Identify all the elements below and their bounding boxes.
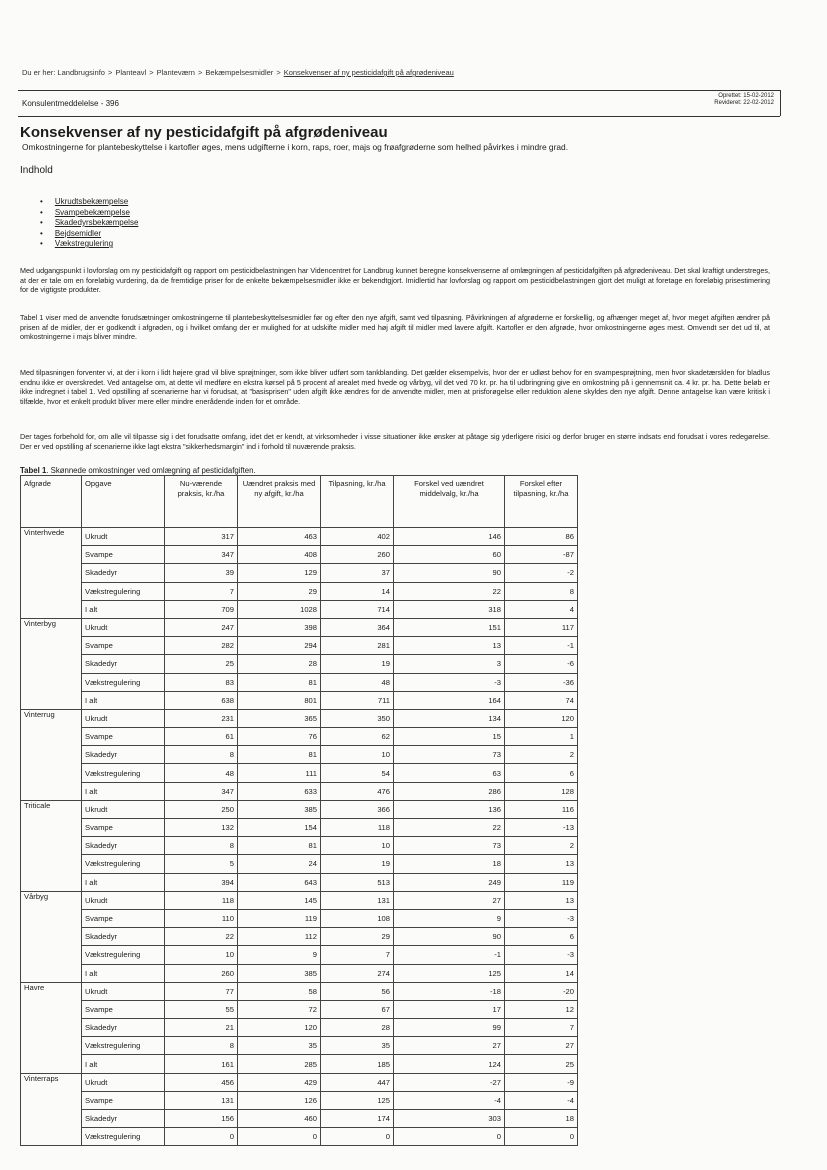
value-cell: -27 [394,1073,505,1091]
toc-link-bejdsemidler[interactable]: Bejdsemidler [54,228,102,238]
crop-cell: Triticale [21,800,82,891]
task-cell: Skadedyr [82,564,165,582]
value-cell: 0 [165,1128,238,1146]
value-cell: 151 [394,618,505,636]
value-cell: 8 [505,582,578,600]
value-cell: 366 [321,800,394,818]
document-dates [640,93,774,107]
task-cell: I alt [82,600,165,618]
table-row [21,1110,578,1128]
table-row [21,782,578,800]
value-cell: -9 [505,1073,578,1091]
task-cell: Svampe [82,1000,165,1018]
task-cell: Vækstregulering [82,946,165,964]
value-cell: 37 [321,564,394,582]
table-row [21,837,578,855]
value-cell: 61 [165,728,238,746]
value-cell: 303 [394,1110,505,1128]
value-cell: 447 [321,1073,394,1091]
task-cell: Svampe [82,637,165,655]
breadcrumb-separator: > [197,68,203,77]
value-cell: -1 [505,637,578,655]
value-cell: 8 [165,1037,238,1055]
value-cell: 76 [238,728,321,746]
value-cell: 63 [394,764,505,782]
task-cell: Svampe [82,819,165,837]
breadcrumb-item[interactable]: Planteværn [156,68,195,77]
revised-date: Revideret: 22-02-2012 [714,100,774,106]
toc-link-skadedyr[interactable]: Skadedyrsbekæmpelse [54,218,139,227]
col-header-forskel-middelvalg: Forskel ved uændret middelvalg, kr./ha [394,476,505,528]
toc-item [40,229,138,240]
body-paragraph: Tabel 1 viser med de anvendte forudsætninger omkostningerne til plantebeskyttelsesmidler før og efter den nye afgift, samt ved tilpasning. Påvirkningen af afgrøderne er forskellig, og afhænger meget af, hvor meget afgiften ændrer på prisen af de midler, der er godkendt i afgrøden, og i hvilket omfang der er mulighed for at udskifte midler med høj afgift til midler med lavere afgift. Kartofler er den afgrøde, hvor omkostningerne øges mest. Omvendt ser det ud til, at omkostningerne i majs bliver mindre. [20,313,770,342]
value-cell: 408 [238,546,321,564]
value-cell: 460 [238,1110,321,1128]
breadcrumb-item[interactable]: Du er her: Landbrugsinfo [22,68,105,77]
value-cell: 285 [238,1055,321,1073]
value-cell: 24 [238,855,321,873]
task-cell: Svampe [82,1091,165,1109]
value-cell: 81 [238,673,321,691]
value-cell: 62 [321,728,394,746]
value-cell: 13 [505,855,578,873]
breadcrumb-item[interactable]: Planteavl [115,68,147,77]
value-cell: 10 [165,946,238,964]
value-cell: 129 [238,564,321,582]
toc-item [40,239,138,250]
value-cell: 7 [165,582,238,600]
value-cell: 463 [238,528,321,546]
table-row [21,600,578,618]
value-cell: 247 [165,618,238,636]
body-paragraph: Med udgangspunkt i lovforslag om ny pesticidafgift og rapport om pesticidbelastningen har Videncentret for Landbrug kunnet beregne konsekvenserne af omlægningen af pesticidafgiften på afgrødeniveau. Det skal kraftigt understreges, at der er tale om en foreløbig vurdering, da de fremtidige priser for de enkelte bekæmpelsesmidler ikke er bekendtgjort. Imidlertid har lovforslag og rapport om pesticidbelastningen gjort det muligt at foretage en foreløbig prisestimering for de vigtigste produkter. [20,266,770,295]
value-cell: 476 [321,782,394,800]
value-cell: 281 [321,637,394,655]
value-cell: 118 [321,819,394,837]
table-row [21,691,578,709]
table-row [21,873,578,891]
table-row [21,891,578,909]
value-cell: 365 [238,709,321,727]
value-cell: 317 [165,528,238,546]
task-cell: Vækstregulering [82,855,165,873]
value-cell: 638 [165,691,238,709]
cost-table [20,475,578,1146]
task-cell: Ukrudt [82,982,165,1000]
breadcrumb [22,68,454,77]
col-header-nuvaerende: Nu-værende praksis, kr./ha [165,476,238,528]
value-cell: 120 [505,709,578,727]
value-cell: 35 [238,1037,321,1055]
value-cell: 8 [165,746,238,764]
crop-cell: Havre [21,982,82,1073]
task-cell: Svampe [82,728,165,746]
breadcrumb-separator: > [276,68,281,77]
value-cell: 7 [321,946,394,964]
value-cell: 2 [505,837,578,855]
header-rule-top [18,90,780,91]
value-cell: 18 [505,1110,578,1128]
value-cell: 131 [165,1091,238,1109]
value-cell: 27 [394,1037,505,1055]
value-cell: 72 [238,1000,321,1018]
table-row [21,746,578,764]
value-cell: 294 [238,637,321,655]
value-cell: 73 [394,837,505,855]
task-cell: Ukrudt [82,528,165,546]
value-cell: 350 [321,709,394,727]
table-row [21,855,578,873]
value-cell: 231 [165,709,238,727]
value-cell: 67 [321,1000,394,1018]
toc-item [40,218,138,229]
value-cell: 125 [321,1091,394,1109]
value-cell: 260 [321,546,394,564]
table-row [21,728,578,746]
table-row [21,982,578,1000]
value-cell: 81 [238,837,321,855]
value-cell: -1 [394,946,505,964]
toc-item [40,208,138,219]
task-cell: Skadedyr [82,928,165,946]
value-cell: -2 [505,564,578,582]
value-cell: 286 [394,782,505,800]
value-cell: 39 [165,564,238,582]
value-cell: 185 [321,1055,394,1073]
value-cell: 5 [165,855,238,873]
table-row [21,709,578,727]
value-cell: 56 [321,982,394,1000]
value-cell: 1 [505,728,578,746]
value-cell: 48 [321,673,394,691]
value-cell: 714 [321,600,394,618]
body-paragraph: Med tilpasningen forventer vi, at der i korn i lidt højere grad vil blive sprøjtninger, som ikke bliver udført som tankblanding. Det gælder eksempelvis, hvor der er udløst behov for en svampesprøjtning, men hvor skadetærsklen for bladlus endnu ikke er overskredet. Ved antagelse om, at dette vil medføre en ekstra kørsel på 5 procent af arealet med hvede og vårbyg, vil det ved 70 kr. pr. ha til udbringning give en omkostning på i gennemsnit ca. 4 kr. pr. ha. Dette beløb er ikke indregnet i tabel 1. Ved opstilling af scenarierne har vi forudsat, at "basisprisen" uden afgift ikke ændres for de anvendte midler, men at prisforøgelse eller reduktion alene skyldes den nye afgift. Denne antagelse kan være kritisk i tilfælde, hvor et enkelt produkt bliver mere eller mindre enerådende inden for et område. [20,368,770,407]
value-cell: 364 [321,618,394,636]
table-row [21,673,578,691]
value-cell: 124 [394,1055,505,1073]
value-cell: 125 [394,964,505,982]
value-cell: 17 [394,1000,505,1018]
table-row [21,564,578,582]
value-cell: 13 [394,637,505,655]
value-cell: 513 [321,873,394,891]
value-cell: 801 [238,691,321,709]
table-row [21,1128,578,1146]
value-cell: 19 [321,855,394,873]
value-cell: 55 [165,1000,238,1018]
task-cell: Skadedyr [82,837,165,855]
task-cell: Ukrudt [82,891,165,909]
task-cell: I alt [82,1055,165,1073]
value-cell: -6 [505,655,578,673]
value-cell: 0 [394,1128,505,1146]
table-row [21,1055,578,1073]
value-cell: 60 [394,546,505,564]
value-cell: 15 [394,728,505,746]
value-cell: 12 [505,1000,578,1018]
toc-item [40,197,138,208]
value-cell: 126 [238,1091,321,1109]
table-row [21,764,578,782]
table-row [21,546,578,564]
task-cell: Skadedyr [82,655,165,673]
task-cell: Ukrudt [82,1073,165,1091]
value-cell: 4 [505,600,578,618]
task-cell: Skadedyr [82,1110,165,1128]
table-row [21,618,578,636]
crop-cell: Vinterraps [21,1073,82,1146]
table-row [21,1037,578,1055]
value-cell: -4 [505,1091,578,1109]
value-cell: 13 [505,891,578,909]
value-cell: 119 [505,873,578,891]
value-cell: 3 [394,655,505,673]
table-caption-label: Tabel 1 [20,466,47,475]
value-cell: 0 [238,1128,321,1146]
value-cell: 118 [165,891,238,909]
value-cell: 77 [165,982,238,1000]
table-row [21,1000,578,1018]
value-cell: 119 [238,909,321,927]
value-cell: -87 [505,546,578,564]
value-cell: -36 [505,673,578,691]
value-cell: 54 [321,764,394,782]
value-cell: 146 [394,528,505,546]
value-cell: 27 [505,1037,578,1055]
page-subtitle: Omkostningerne for plantebeskyttelse i kartofler øges, mens udgifterne i korn, raps, roer, majs og frøafgrøderne som helhed påvirkes i mindre grad. [22,142,569,152]
value-cell: 48 [165,764,238,782]
task-cell: Vækstregulering [82,764,165,782]
value-cell: 99 [394,1019,505,1037]
document-type-label: Konsulentmeddelelse - 396 [22,99,119,108]
value-cell: 274 [321,964,394,982]
value-cell: 22 [394,582,505,600]
value-cell: 10 [321,837,394,855]
value-cell: -3 [505,909,578,927]
value-cell: 8 [165,837,238,855]
toc-heading: Indhold [20,165,53,176]
value-cell: 398 [238,618,321,636]
value-cell: 10 [321,746,394,764]
value-cell: 128 [505,782,578,800]
value-cell: -4 [394,1091,505,1109]
value-cell: 19 [321,655,394,673]
table-row [21,1019,578,1037]
table-row [21,528,578,546]
value-cell: 643 [238,873,321,891]
task-cell: I alt [82,873,165,891]
value-cell: 22 [165,928,238,946]
value-cell: 14 [321,582,394,600]
value-cell: 260 [165,964,238,982]
value-cell: 74 [505,691,578,709]
value-cell: 14 [505,964,578,982]
task-cell: I alt [82,782,165,800]
table-row [21,819,578,837]
value-cell: 86 [505,528,578,546]
header-rule-bottom [18,116,780,117]
value-cell: 711 [321,691,394,709]
value-cell: 132 [165,819,238,837]
value-cell: 161 [165,1055,238,1073]
value-cell: 174 [321,1110,394,1128]
value-cell: -18 [394,982,505,1000]
value-cell: 116 [505,800,578,818]
table-row [21,964,578,982]
table-row [21,655,578,673]
value-cell: 25 [505,1055,578,1073]
toc-link-svampe[interactable]: Svampebekæmpelse [54,207,130,217]
value-cell: 28 [321,1019,394,1037]
value-cell: 1028 [238,600,321,618]
value-cell: 27 [394,891,505,909]
task-cell: I alt [82,691,165,709]
task-cell: Ukrudt [82,709,165,727]
crop-cell: Vinterbyg [21,618,82,709]
breadcrumb-separator: > [149,68,154,77]
value-cell: 429 [238,1073,321,1091]
value-cell: 117 [505,618,578,636]
value-cell: 22 [394,819,505,837]
col-header-forskel-tilpasning: Forskel efter tilpasning, kr./ha [505,476,578,528]
created-date: Oprettet: 15-02-2012 [718,93,774,99]
crop-cell: Vårbyg [21,891,82,982]
value-cell: -3 [505,946,578,964]
value-cell: 318 [394,600,505,618]
value-cell: 0 [505,1128,578,1146]
toc-link-vaekstregulering[interactable]: Vækstregulering [54,239,114,248]
task-cell: Skadedyr [82,746,165,764]
value-cell: 250 [165,800,238,818]
value-cell: 145 [238,891,321,909]
value-cell: 111 [238,764,321,782]
task-cell: Skadedyr [82,1019,165,1037]
value-cell: -20 [505,982,578,1000]
col-header-opgave: Opgave [82,476,165,528]
value-cell: 35 [321,1037,394,1055]
value-cell: 164 [394,691,505,709]
value-cell: 347 [165,546,238,564]
task-cell: Ukrudt [82,800,165,818]
value-cell: 249 [394,873,505,891]
value-cell: 25 [165,655,238,673]
breadcrumb-separator: > [107,68,113,77]
value-cell: 136 [394,800,505,818]
value-cell: 21 [165,1019,238,1037]
value-cell: 29 [238,582,321,600]
body-paragraph: Der tages forbehold for, om alle vil tilpasse sig i det forudsatte omfang, idet det er kendt, at virksomheder i visse situationer ikke ønsker at påtage sig yderligere risici og derfor bruger en større indsats end forudsat i vores redegørelse. Der er ved opstilling af scenarierne ikke lagt ekstra "sikkerhedsmargin" ind i forhold til nuværende praksis. [20,432,770,451]
value-cell: 402 [321,528,394,546]
breadcrumb-item[interactable]: Bekæmpelsesmidler [205,68,274,77]
value-cell: 347 [165,782,238,800]
toc-link-ukrudt[interactable]: Ukrudtsbekæmpelse [54,197,129,206]
value-cell: 2 [505,746,578,764]
table-row [21,909,578,927]
table-row [21,637,578,655]
value-cell: 18 [394,855,505,873]
table-caption [20,466,256,475]
page-title: Konsekvenser af ny pesticidafgift på afgrødeniveau [20,124,388,141]
table-caption-text: . Skønnede omkostninger ved omlægning af pesticidafgiften. [46,466,256,475]
value-cell: 0 [321,1128,394,1146]
value-cell: 73 [394,746,505,764]
task-cell: Ukrudt [82,618,165,636]
value-cell: 9 [238,946,321,964]
value-cell: 394 [165,873,238,891]
header-rule-right [780,90,781,116]
task-cell: Svampe [82,909,165,927]
value-cell: 156 [165,1110,238,1128]
value-cell: 131 [321,891,394,909]
table-row [21,582,578,600]
col-header-uaendret: Uændret praksis med ny afgift, kr./ha [238,476,321,528]
value-cell: 456 [165,1073,238,1091]
value-cell: 709 [165,600,238,618]
breadcrumb-current[interactable]: Konsekvenser af ny pesticidafgift på afgrødeniveau [283,68,454,77]
value-cell: 90 [394,928,505,946]
value-cell: 83 [165,673,238,691]
value-cell: 108 [321,909,394,927]
col-header-afgroede: Afgrøde [21,476,82,528]
table-body [21,528,578,1146]
value-cell: 6 [505,928,578,946]
value-cell: -3 [394,673,505,691]
col-header-tilpasning: Tilpasning, kr./ha [321,476,394,528]
value-cell: 154 [238,819,321,837]
table-row [21,928,578,946]
value-cell: 81 [238,746,321,764]
table-row [21,946,578,964]
table-row [21,800,578,818]
value-cell: 120 [238,1019,321,1037]
value-cell: 633 [238,782,321,800]
value-cell: 112 [238,928,321,946]
table-row [21,1073,578,1091]
task-cell: Svampe [82,546,165,564]
table-header-row [21,476,578,528]
value-cell: 9 [394,909,505,927]
value-cell: 58 [238,982,321,1000]
value-cell: 110 [165,909,238,927]
value-cell: 282 [165,637,238,655]
task-cell: Vækstregulering [82,673,165,691]
value-cell: 134 [394,709,505,727]
value-cell: -13 [505,819,578,837]
value-cell: 6 [505,764,578,782]
table-row [21,1091,578,1109]
value-cell: 90 [394,564,505,582]
task-cell: Vækstregulering [82,1128,165,1146]
crop-cell: Vinterhvede [21,528,82,619]
task-cell: I alt [82,964,165,982]
value-cell: 29 [321,928,394,946]
value-cell: 28 [238,655,321,673]
crop-cell: Vinterrug [21,709,82,800]
toc-list [40,197,138,250]
task-cell: Vækstregulering [82,1037,165,1055]
task-cell: Vækstregulering [82,582,165,600]
value-cell: 385 [238,964,321,982]
value-cell: 7 [505,1019,578,1037]
value-cell: 385 [238,800,321,818]
